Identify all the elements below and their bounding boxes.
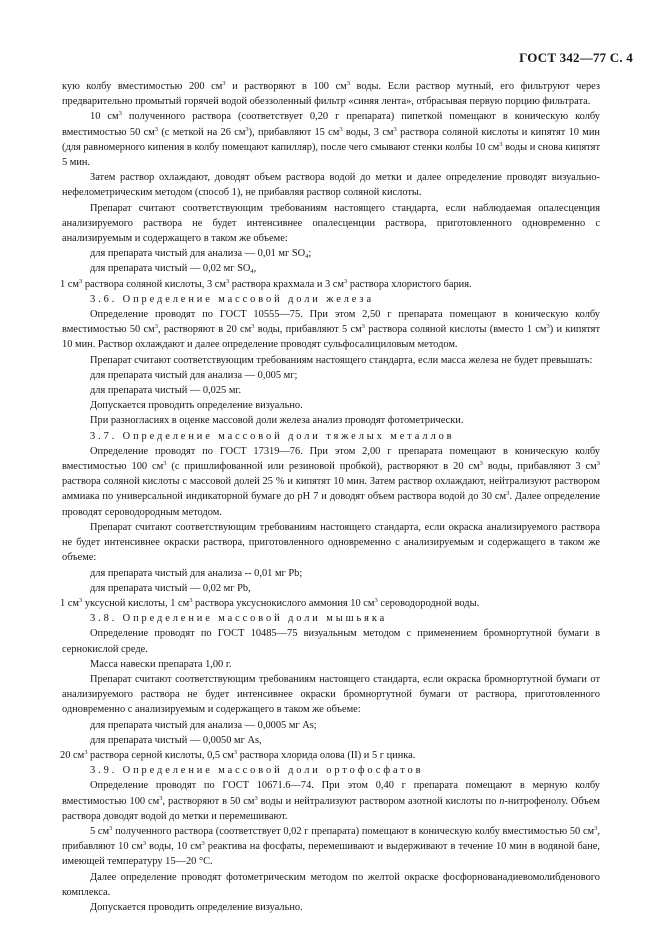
paragraph: 5 $см^3$ полученного раствора (соответствует 0,02 г препарата) помещают в коническую колбу вместимостью 50 $см^3$, прибавляют 10 $см^3$ воды, 10 $см^3$ реактива на фосфаты, перемешивают и выдерживают в течение 10 мин в водяной бане, имеющей температуру 15—20 °С. xyxy=(62,824,601,868)
paragraph: Препарат считают соответствующим требованиям настоящего стандарта, если окраска бромнортутной бумаги от анализируемого раствора не будет интенсивнее окраски бромнортутной бумаги от раствора, приготовленного одновременно с анализируемым и содержащего в таком же объеме: xyxy=(62,673,600,716)
paragraph: для препарата чистый для анализа — 0,01 мг $SO_4$; xyxy=(90,248,312,261)
paragraph: 1 $см^3$ уксусной кислоты, 1 $см^3$ раствора уксуснокислого аммония 10 $см^3$ сероводородной воды. xyxy=(60,596,480,609)
paragraph: Допускается проводить определение визуально. xyxy=(90,901,303,913)
paragraph: для препарата чистый для анализа — 0,005 мг; xyxy=(90,369,298,381)
paragraph: для препарата чистый — 0,02 мг Pb, xyxy=(90,582,251,594)
paragraph: Препарат считают соответствующим требованиям настоящего стандарта, если наблюдаемая опалесценция анализируемого раствора не будет интенсивнее опалесценции раствора, приготовленного одновременно с анализируемым и содержащего в таком же объеме: xyxy=(62,202,600,245)
section-heading: 3.9. Определение массовой доли ортофосфатов xyxy=(90,765,424,777)
section-heading: 3.7. Определение массовой доли тяжелых металлов xyxy=(90,430,455,442)
paragraph: Затем раствор охлаждают, доводят объем раствора водой до метки и далее определение проводят визуально-нефелометрическим методом (способ 1), не прибавляя раствор соляной кислоты. xyxy=(62,172,600,199)
section-heading: 3.8. Определение массовой доли мышьяка xyxy=(90,613,388,625)
paragraph: для препарата чистый для анализа -- 0,01 мг Pb; xyxy=(90,567,303,579)
paragraph: Определение проводят по ГОСТ 10485—75 визуальным методом с применением бромнортутной бумаги в сернокислой среде. xyxy=(62,628,600,655)
paragraph: При разногласиях в оценке массовой доли железа анализ проводят фотометрически. xyxy=(90,415,464,427)
paragraph: Далее определение проводят фотометрическим методом по желтой окраске фосфорнованадиевомолибденового комплекса. xyxy=(62,871,600,898)
paragraph: для препарата чистый для анализа — 0,0005 мг As; xyxy=(90,719,317,731)
paragraph: 1 $см^3$ раствора соляной кислоты, 3 $см^3$ раствора крахмала и 3 $см^3$ раствора хлористого бария. xyxy=(60,277,472,290)
paragraph: Препарат считают соответствующим требованиям настоящего стандарта, если масса железа не будет превышать: xyxy=(90,354,593,366)
page-header: ГОСТ 342—77 С. 4 xyxy=(519,50,633,65)
paragraph: 20 $см^3$ раствора серной кислоты, 0,5 $см^3$ раствора хлорида олова (II) и 5 г цинка. xyxy=(60,748,416,761)
document-body xyxy=(62,79,600,915)
paragraph: Препарат считают соответствующим требованиям настоящего стандарта, если окраска анализируемого раствора не будет интенсивнее окраски раствора, приготовленного одновременно с анализируемым и содержащего в таком же объеме: xyxy=(62,521,600,564)
paragraph: для препарата чистый — 0,0050 мг As, xyxy=(90,734,262,746)
paragraph: Допускается проводить определение визуально. xyxy=(90,400,303,412)
paragraph: Определение проводят по ГОСТ 10555—75. При этом 2,50 г препарата помещают в коническую колбу вместимостью 50 $см^3$, растворяют в 20 $см^3$ воды, прибавляют 5 $см^3$ раствора соляной кислоты (вместо 1 $см^3$) и кипятят 10 мин. Раствор охлаждают и далее определение проводят сульфосалициловым методом. xyxy=(62,309,600,351)
paragraph: Масса навески препарата 1,00 г. xyxy=(90,658,232,670)
paragraph: для препарата чистый — 0,02 мг $SO_4$, xyxy=(90,263,257,276)
paragraph: кую колбу вместимостью 200 $см^3$ и растворяют в 100 $см^3$ воды. Если раствор мутный, его фильтруют через предварительно промытый горячей водой обеззоленный фильтр «синяя лента», отбрасывая первую порцию фильтрата. xyxy=(62,80,601,108)
section-heading: 3.6. Определение массовой доли железа xyxy=(90,293,374,305)
paragraph: Определение проводят по ГОСТ 10671.6—74. При этом 0,40 г препарата помещают в мерную колбу вместимостью 100 $см^3$, растворяют в 50 $см^3$ воды и нейтрализуют раствором азотной кислоты по n-нитрофенолу. Объем раствора доводят водой до метки и перемешивают. xyxy=(62,780,600,822)
paragraph: для препарата чистый — 0,025 мг. xyxy=(90,385,242,397)
paragraph: Определение проводят по ГОСТ 17319—76. При этом 2,00 г препарата помещают в коническую колбу вместимостью 100 $см^3$ (с пришлифованной или резиновой пробкой), растворяют в 20 $см^3$ воды, прибавляют 3 $см^3$ раствора соляной кислоты с массовой долей 25 % и кипятят 10 мин. Затем раствор охлаждают, нейтрализуют раствором аммиака по универсальной индикаторной бумаге до рН 7 и доводят объем раствора водой до 30 $см^3$. Далее определение проводят сероводородным методом. xyxy=(62,445,600,518)
paragraph: 10 $см^3$ полученного раствора (соответствует 0,20 г препарата) пипеткой помещают в коническую колбу вместимостью 50 $см^3$ (с меткой на 26 $см^3$), прибавляют 15 $см^3$ воды, 3 $см^3$ раствора соляной кислоты и кипятят 10 мин (для равномерного кипения в колбу помещают капилляр), после чего смывают стенки колбы 10 $см^3$ воды и снова кипятят 5 мин. xyxy=(62,110,600,169)
